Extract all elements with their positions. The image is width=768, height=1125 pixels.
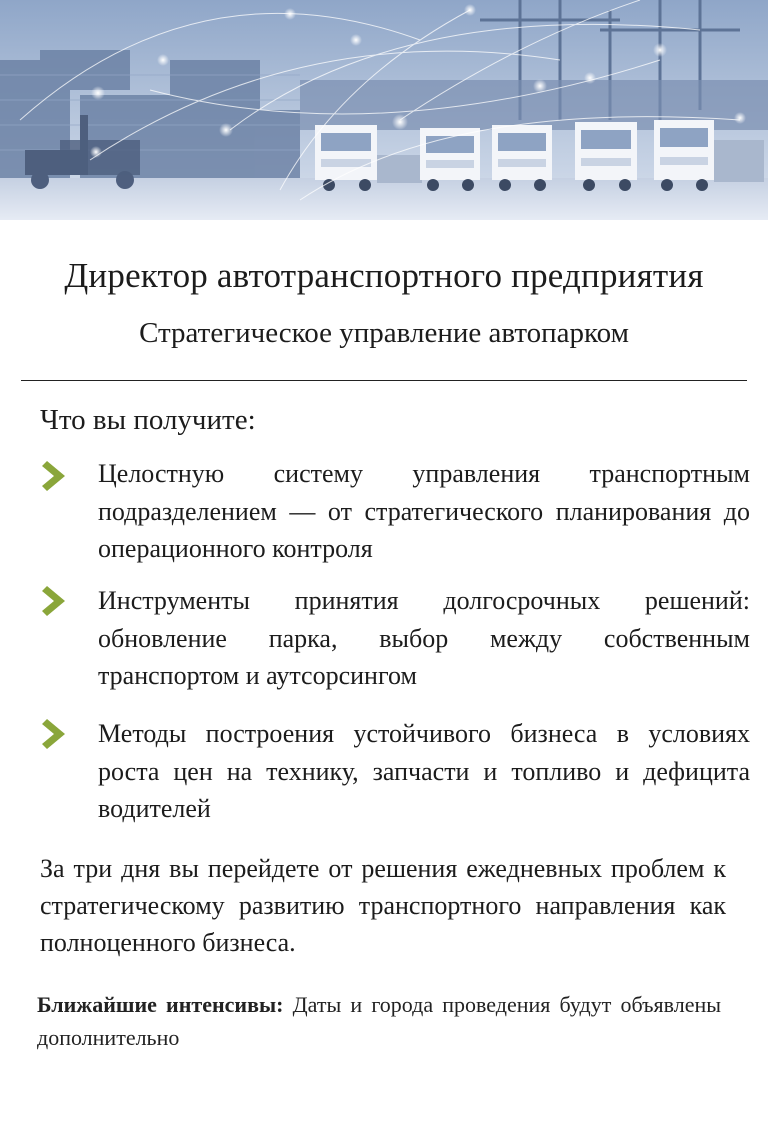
nearest-events-note	[37, 988, 721, 1054]
summary-paragraph: За три дня вы перейдете от решения ежедневных проблем к стратегическому развитию транспортного направления как полноценного бизнеса.	[40, 854, 726, 957]
nearest-events-text: Даты и города проведения будут объявлены дополнительно	[37, 992, 722, 1050]
benefit-text: Инструменты принятия долгосрочных решений: обновление парка, выбор между собственным транспортом и аутсорсингом	[98, 586, 750, 690]
chevron-right-icon	[38, 715, 72, 753]
chevron-right-icon	[38, 582, 72, 620]
hero-banner-image	[0, 0, 768, 220]
section-heading: Что вы получите:	[40, 404, 256, 436]
page-subtitle: Стратегическое управление автопарком	[139, 317, 629, 349]
chevron-right-icon	[38, 457, 72, 495]
benefit-text: Методы построения устойчивого бизнеса в условиях роста цен на технику, запчасти и топливо и дефицита водителей	[98, 719, 750, 823]
nearest-events-label: Ближайшие интенсивы:	[37, 992, 284, 1017]
divider	[21, 380, 747, 381]
benefit-text: Целостную систему управления транспортным подразделением — от стратегического планирования до операционного контроля	[98, 459, 750, 563]
page-title: Директор автотранспортного предприятия	[64, 256, 704, 295]
